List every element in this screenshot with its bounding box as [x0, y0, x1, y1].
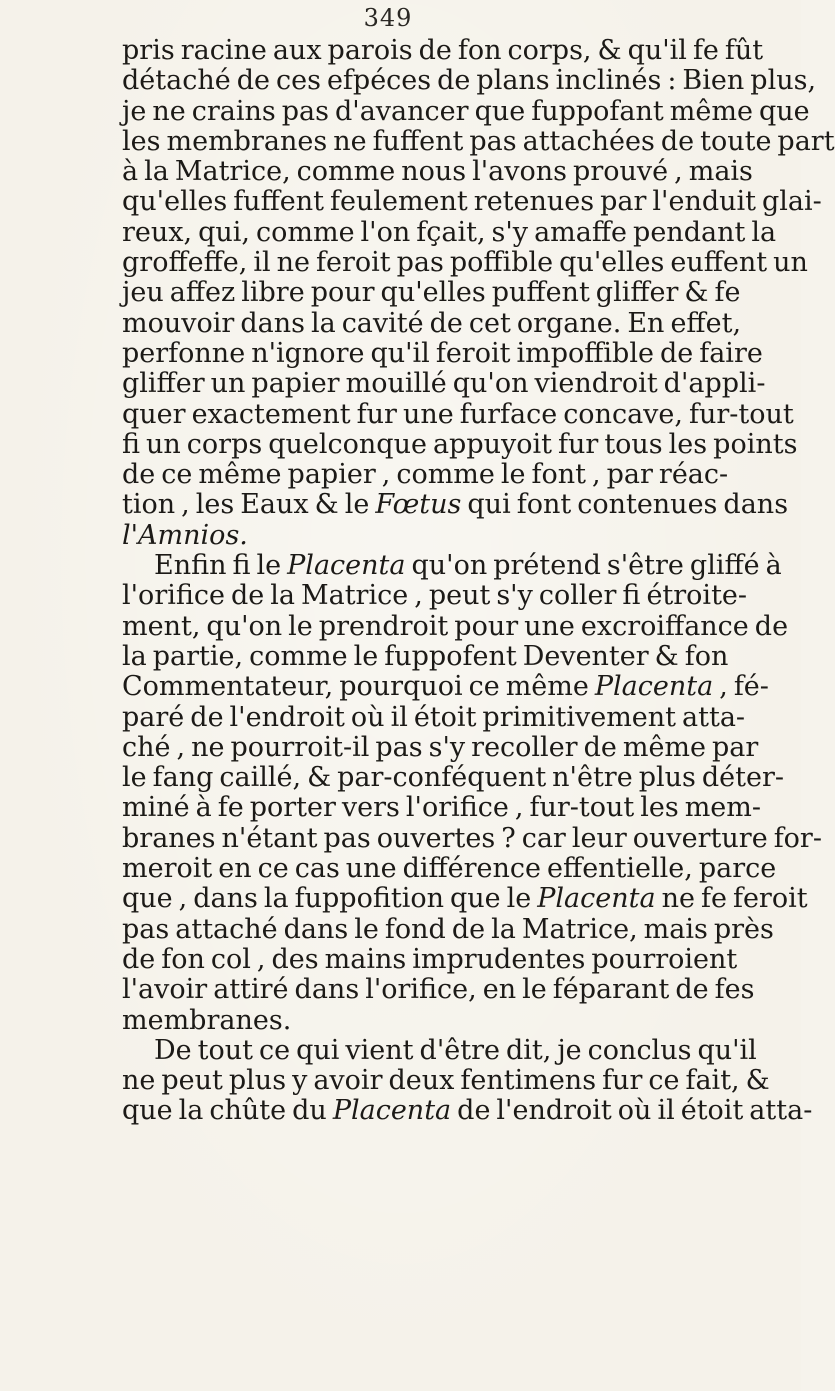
text-line: qu'elles fuffent feulement retenues par l'enduit glai- [122, 186, 822, 218]
text-line: meroit en ce cas une différence effentielle, parce [122, 853, 777, 885]
body-text [122, 35, 835, 1127]
text-line: branes n'étant pas ouvertes ? car leur ouverture for- [122, 822, 822, 854]
text-line: que , dans la fuppofition que le Placenta ne fe feroit [122, 883, 808, 915]
text-line: groffeffe, il ne feroit pas poffible qu'elles euffent un [122, 247, 808, 279]
text-line: ment, qu'on le prendroit pour une excroiffance de [122, 610, 789, 642]
text-line: je ne crains pas d'avancer que fuppofant même que [122, 95, 810, 127]
page-number: 349 [363, 4, 413, 32]
text-line: quer exactement fur une furface concave, fur-tout [122, 398, 794, 430]
text-line: ché , ne pourroit-il pas s'y recoller de même par [122, 731, 759, 763]
text-line: la partie, comme le fuppofent Deventer & fon [122, 640, 729, 672]
text-line: pris racine aux parois de fon corps, & qu'il fe fût [122, 35, 764, 66]
text-line: reux, qui, comme l'on fçait, s'y amaffe pendant la [122, 216, 777, 248]
text-line: Commentateur, pourquoi ce même Placenta , fé- [122, 671, 769, 703]
text-line: à la Matrice, comme nous l'avons prouvé , mais [122, 156, 753, 188]
text-line: pas attaché dans le fond de la Matrice, mais près [122, 913, 774, 945]
text-line: miné à fe porter vers l'orifice , fur-tout les mem- [122, 792, 762, 824]
text-line: Enfin fi le Placenta qu'on prétend s'être gliffé à [154, 550, 782, 582]
text-line: gliffer un papier mouillé qu'on viendroit d'appli- [122, 368, 766, 400]
text-line: de ce même papier , comme le font , par réac- [122, 459, 729, 491]
text-line: fi un corps quelconque appuyoit fur tous les points [122, 428, 798, 460]
text-line: paré de l'endroit où il étoit primitivement atta- [122, 701, 746, 733]
text-line: De tout ce qui vient d'être dit, je conclus qu'il [154, 1034, 757, 1066]
text-line: membranes. [122, 1004, 292, 1036]
text-line: ne peut plus y avoir deux fentimens fur ce fait, & [122, 1065, 770, 1097]
text-line: de fon col , des mains imprudentes pourroient [122, 943, 738, 975]
text-line: perfonne n'ignore qu'il feroit impoffible de faire [122, 337, 763, 369]
text-line: les membranes ne fuffent pas attachées de toute part [122, 125, 835, 157]
text-line: l'avoir attiré dans l'orifice, en le féparant de fes [122, 974, 755, 1006]
text-line: l'Amnios. [122, 519, 248, 551]
text-line: mouvoir dans la cavité de cet organe. En effet, [122, 307, 742, 339]
text-line: le fang caillé, & par-conféquent n'être plus déter- [122, 762, 784, 794]
text-line: détaché de ces efpéces de plans inclinés : Bien plus, [122, 65, 817, 97]
text-line: l'orifice de la Matrice , peut s'y coller fi étroite- [122, 580, 748, 612]
text-line: que la chûte du Placenta de l'endroit où il étoit atta- [122, 1095, 813, 1127]
text-line: jeu affez libre pour qu'elles puffent gliffer & fe [122, 277, 741, 309]
text-line: tion , les Eaux & le Fœtus qui font contenues dans [122, 489, 789, 521]
